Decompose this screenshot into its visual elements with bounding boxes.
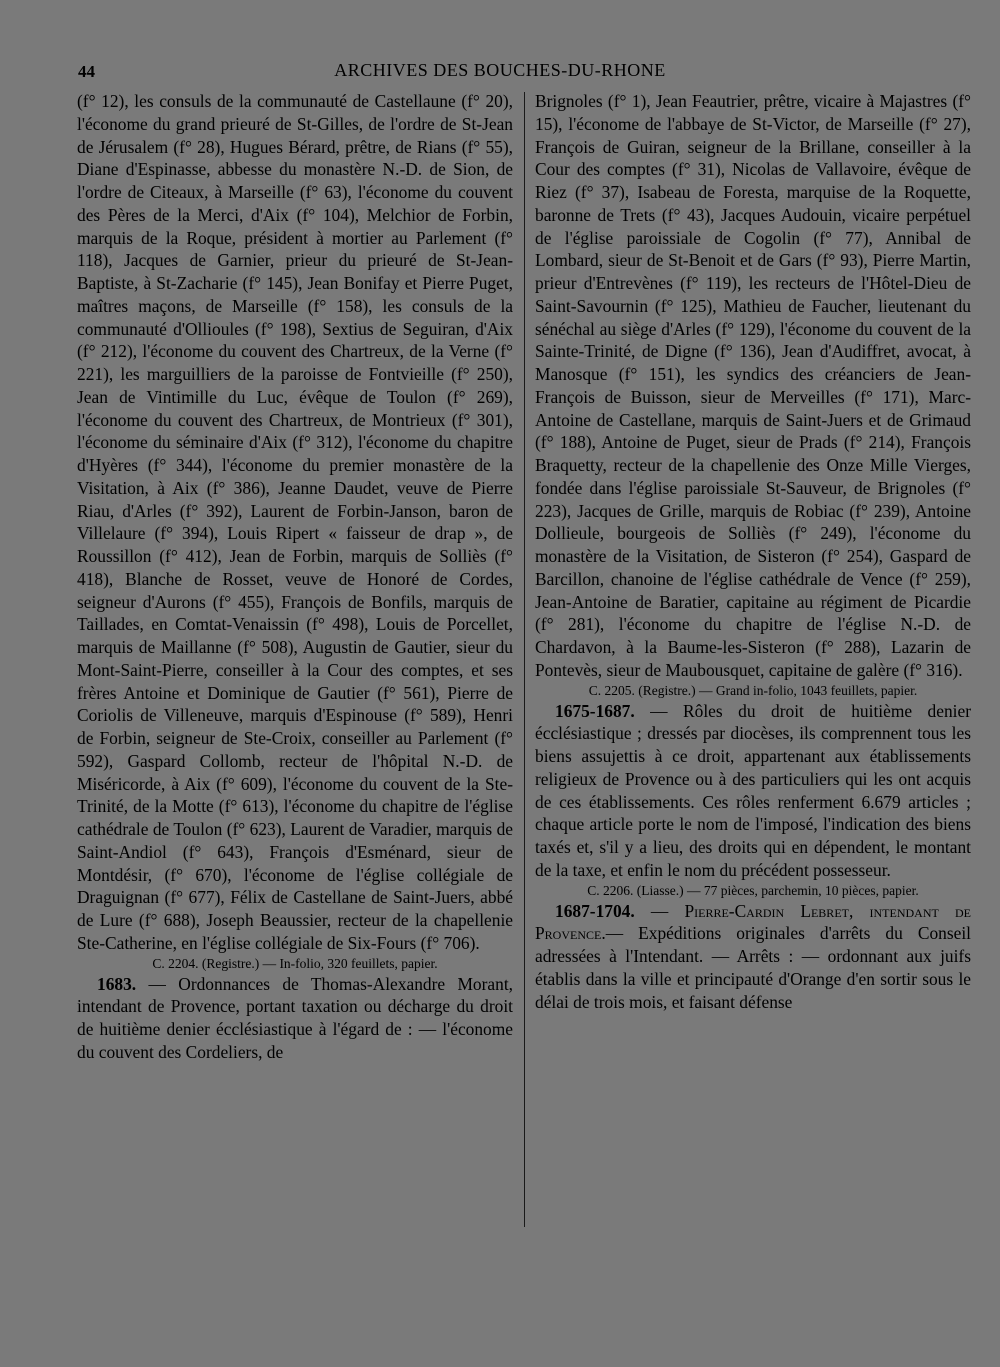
entry-1687-1704-heading: — Pierre-Cardin Lebret, intendant de Provence. bbox=[535, 900, 971, 944]
entry-1675-1687-text: — Rôles du droit de huitième denier écclésiastique ; dressés par diocèses, ils comprennent tous les biens assujettis à ce droit, appartenant aux établissements religieux de Provence ou à des particuliers qui les ont acquis de ces établissements. Ces rôles renferment 6.679 articles ; chaque article porte le nom de l'imposé, l'indication des biens taxés et, s'il y a lieu, des droits qui en dépendent, le montant de la taxe, et enfin le nom du précédent possesseur. bbox=[535, 700, 971, 880]
reference-c2206: C. 2206. (Liasse.) — 77 pièces, parchemin, 10 pièces, papier. bbox=[587, 882, 919, 898]
entry-1675-1687-date: 1675-1687. bbox=[555, 700, 635, 721]
entry-1683-text: — Ordonnances de Thomas-Alexandre Morant, intendant de Provence, portant taxation ou décharge du droit de huitième denier écclésiastique à l'égard de : — l'économe du couvent des Cordeliers, de bbox=[77, 973, 513, 1062]
running-title: ARCHIVES DES BOUCHES-DU-RHONE bbox=[334, 60, 666, 80]
entry-1687-1704-paragraph bbox=[535, 900, 971, 1014]
left-continued-text: (f° 12), les consuls de la communauté de Castellaune (f° 20), l'économe du grand prieuré de St-Gilles, de l'ordre de St-Jean de Jérusalem (f° 28), Hugues Bérard, prêtre, de Rians (f° 55), Diane d'Espinasse, abbesse du monastère N.-D. de Sion, de l'ordre de Citeaux, à Marseille (f° 63), l'économe du couvent des Pères de la Merci, d'Aix (f° 104), Melchior de Forbin, marquis de la Roque, président à mortier au Parlement (f° 118), Jacques de Garnier, prieur du prieuré de St-Jean-Baptiste, à St-Zacharie (f° 145), Jean Bonifay et Pierre Puget, maîtres maçons, de Marseille (f° 158), les consuls de la communauté d'Ollioules (f° 198), Sextius de Seguiran, d'Aix (f° 212), l'économe du couvent des Chartreux, de la Verne (f° 221), les marguilliers de la paroisse de Fontvieille (f° 250), Jean de Vintimille du Luc, évêque de Toulon (f° 269), l'économe du couvent des Chartreux, de Montrieux (f° 301), l'économe du séminaire d'Aix (f° 312), l'économe du chapitre d'Hyères (f° 344), l'économe du premier monastère de la Visitation, à Aix (f° 386), Jeanne Daudet, veuve de Pierre Riau, d'Arles (f° 392), Laurent de Forbin-Janson, baron de Villelaure (f° 394), Louis Ripert « faisseur de drap », de Roussillon (f° 412), Jean de Forbin, marquis de Solliès (f° 418), Blanche de Rosset, veuve de Honoré de Cordes, seigneur d'Aurons (f° 455), François de Bonfils, marquis de Taillades, en Comtat-Venaissin (f° 498), Louis de Porcellet, marquis de Maillanne (f° 508), Augustin de Gautier, sieur du Mont-Saint-Pierre, conseiller à la Cour des comptes, et ses frères Antoine et Dominique de Gautier (f° 561), Pierre de Coriolis de Villeneuve, marquis d'Espinouse (f° 589), Henri de Forbin, seigneur de Ste-Croix, conseiller au Parlement (f° 592), Gaspard Collomb, recteur de l'hôpital N.-D. de Miséricorde, à Aix (f° 609), l'économe du couvent de la Ste-Trinité, de la Motte (f° 613), l'économe du chapitre de l'église cathédrale de Toulon (f° 623), Laurent de Varadier, marquis de Saint-Andiol (f° 643), François d'Esménard, sieur de Montdésir, (f° 670), l'économe de l'église collégiale de Draguignan (f° 677), Félix de Castellane de Saint-Juers, abbé de Lure (f° 688), Joseph Beaussier, recteur de la chapellenie Ste-Catherine, en l'église collégiale de Six-Fours (f° 706). bbox=[77, 91, 513, 953]
entry-1683 bbox=[77, 973, 513, 1064]
left-column bbox=[77, 90, 513, 1064]
entry-1683-paragraph bbox=[77, 973, 513, 1064]
entry-1675-1687 bbox=[535, 700, 971, 882]
entry-1675-1687-paragraph bbox=[535, 700, 971, 882]
entry-1687-1704-date: 1687-1704. bbox=[555, 900, 635, 921]
right-continued-text: Brignoles (f° 1), Jean Feautrier, prêtre, vicaire à Majastres (f° 15), l'économe de l'abbaye de St-Victor, de Marseille (f° 27), François de Guiran, seigneur de la Brillane, conseiller à la Cour des comptes (f° 31), Nicolas de Vallavoire, évêque de Riez (f° 37), Isabeau de Foresta, marquise de la Roquette, baronne de Trets (f° 43), Jacques Audouin, vicaire perpétuel de l'église paroissiale de Cogolin (f° 77), Annibal de Lombard, sieur de St-Benoit et de Gars (f° 93), Pierre Martin, prieur d'Entrevènes (f° 119), les recteurs de l'Hôtel-Dieu de Saint-Savournin (f° 125), Mathieu de Faucher, lieutenant du sénéchal au siège d'Arles (f° 129), l'économe du couvent de la Sainte-Trinité, de Digne (f° 136), Jean d'Audiffret, avocat, à Manosque (f° 151), les syndics des créanciers de Jean-François de Buisson, sieur de Merveilles (f° 171), Marc-Antoine de Castellane, marquis de Saint-Juers et de Grimaud (f° 188), Antoine de Puget, sieur de Prads (f° 214), François Braquetty, recteur de la chapellenie des Onze Mille Vierges, fondée dans l'église paroissiale St-Sauveur, de Brignoles (f° 223), Jacques de Grille, marquis de Robiac (f° 239), Antoine Dollieule, bourgeois de Solliès (f° 249), l'économe du monastère de la Visitation, de Sisteron (f° 254), Gaspard de Barcillon, chanoine de l'église cathédrale de Vence (f° 259), Jean-Antoine de Baratier, capitaine au régiment de Picardie (f° 281), l'économe du chapitre de l'église N.-D. de Chardavon, à la Baume-les-Sisteron (f° 288), Lazarin de Pontevès, sieur de Maubousquet, capitaine de galère (f° 316). bbox=[535, 91, 971, 680]
reference-c2204: C. 2204. (Registre.) — In-folio, 320 feuillets, papier. bbox=[152, 955, 438, 971]
entry-1683-date: 1683. bbox=[97, 973, 137, 994]
page-number: 44 bbox=[78, 62, 95, 81]
column-divider bbox=[524, 92, 525, 1227]
entry-1687-1704-text: — Expéditions originales d'arrêts du Conseil adressées à l'Intendant. — Arrêts : — ordonnant aux juifs établis dans la ville et principauté d'Orange d'en sortir sous le délai de trois mois, et faisant défense bbox=[535, 923, 971, 1012]
entry-1687-1704 bbox=[535, 900, 971, 1014]
reference-c2205: C. 2205. (Registre.) — Grand in-folio, 1043 feuillets, papier. bbox=[588, 682, 918, 698]
right-column bbox=[535, 90, 971, 1013]
